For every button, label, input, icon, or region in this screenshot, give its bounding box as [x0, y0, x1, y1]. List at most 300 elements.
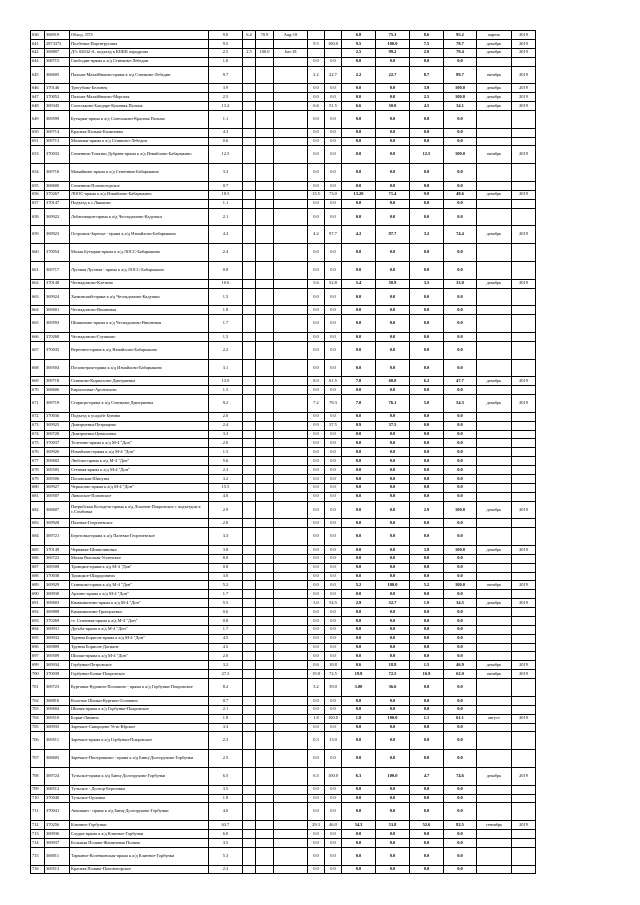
table-cell: 369507 — [45, 492, 70, 501]
table-cell: Лившское-Поповское — [70, 492, 209, 501]
table-cell: 2019 — [512, 84, 536, 93]
table-cell: 0.0 — [444, 359, 477, 377]
table-cell — [243, 572, 256, 581]
table-cell: 13.0 — [325, 732, 342, 750]
table-cell: 2.3 — [209, 732, 243, 750]
table-cell: Стинково-Кириллово-Дмитриевка — [70, 377, 209, 386]
table-cell: Красная Поляна-Поповоторское — [70, 865, 209, 874]
table-cell: 0.0 — [308, 625, 325, 634]
table-cell — [512, 359, 536, 377]
table-cell: декабрь — [477, 377, 512, 386]
table-cell: 27.3 — [209, 670, 243, 679]
table-cell — [256, 377, 274, 386]
table-cell — [243, 483, 256, 492]
table-cell: 703 — [31, 705, 45, 714]
table-cell: 0.0 — [410, 483, 444, 492]
table-cell: 0.0 — [342, 199, 376, 208]
table-cell — [243, 590, 256, 599]
table-cell: Луговая Луговая - пряма к а/д ЛОСС-Бабарыкино — [70, 261, 209, 279]
table-cell: 3.0 — [209, 572, 243, 581]
table-cell — [243, 696, 256, 705]
table-cell: 0.0 — [410, 110, 444, 128]
table-cell — [512, 652, 536, 661]
table-cell: 0.0 — [444, 723, 477, 732]
table-cell — [256, 563, 274, 572]
table-row — [31, 705, 536, 714]
table-cell: 4.2 — [342, 226, 376, 244]
table-cell: Поповская-Шипуны — [70, 474, 209, 483]
table-cell: 0.0 — [410, 865, 444, 874]
table-cell: 370039 — [45, 670, 70, 679]
table-cell: 6.0 — [209, 830, 243, 839]
table-cell: 0.0 — [308, 57, 325, 66]
table-cell — [512, 572, 536, 581]
table-cell — [477, 57, 512, 66]
table-row — [31, 102, 536, 111]
table-cell: декабрь — [477, 102, 512, 111]
table-cell — [256, 545, 274, 554]
table-cell: 0.0 — [308, 572, 325, 581]
table-cell — [256, 599, 274, 608]
table-cell — [274, 66, 308, 84]
table-cell: 0.0 — [410, 652, 444, 661]
table-cell: 0.0 — [308, 643, 325, 652]
table-cell: 4.7 — [410, 767, 444, 785]
table-cell: 696 — [31, 643, 45, 652]
table-cell: 0.0 — [444, 830, 477, 839]
table-cell — [256, 199, 274, 208]
table-cell: 0.0 — [410, 421, 444, 430]
table-cell: 0.0 — [325, 110, 342, 128]
table-cell — [512, 306, 536, 315]
table-cell: 368811 — [45, 847, 70, 865]
table-cell — [243, 732, 256, 750]
table-cell: 0.0 — [376, 208, 410, 226]
table-cell: 369504 — [45, 359, 70, 377]
table-cell — [256, 190, 274, 199]
table-cell — [274, 750, 308, 768]
table-cell: 369932 — [45, 634, 70, 643]
table-cell: 8.2 — [209, 679, 243, 697]
table-cell: 75.3 — [376, 31, 410, 40]
table-cell: 0.0 — [410, 634, 444, 643]
table-cell: 100.0 — [325, 767, 342, 785]
table-cell: 0.0 — [325, 501, 342, 519]
table-cell: 0.0 — [308, 93, 325, 102]
table-cell: 0.0 — [376, 794, 410, 803]
table-cell — [512, 794, 536, 803]
table-cell — [477, 847, 512, 865]
table-cell: 70.9 — [256, 31, 274, 40]
table-cell — [243, 803, 256, 821]
table-cell: 12.5 — [410, 146, 444, 164]
table-cell: 0.0 — [444, 616, 477, 625]
table-cell — [274, 199, 308, 208]
table-cell: 0.0 — [410, 474, 444, 483]
table-cell: 0.0 — [342, 838, 376, 847]
table-row — [31, 93, 536, 102]
table-cell — [243, 625, 256, 634]
table-cell: 368605 — [45, 66, 70, 84]
table-cell: 0.0 — [376, 412, 410, 421]
table-cell — [477, 643, 512, 652]
table-cell — [477, 625, 512, 634]
table-cell: 100.0 — [444, 501, 477, 519]
table-cell — [477, 652, 512, 661]
table-cell: 0.0 — [376, 474, 410, 483]
table-cell: 0.0 — [444, 838, 477, 847]
table-cell — [243, 448, 256, 457]
table-cell — [243, 226, 256, 244]
table-cell: 2019 — [512, 146, 536, 164]
table-row — [31, 723, 536, 732]
table-cell — [256, 616, 274, 625]
table-cell: 0.0 — [342, 794, 376, 803]
table-cell: 2019 — [512, 670, 536, 679]
table-cell: 369937 — [45, 838, 70, 847]
table-cell: 2019 — [512, 66, 536, 84]
table-cell: 641 — [31, 39, 45, 48]
table-cell: декабрь — [477, 190, 512, 199]
table-cell — [243, 599, 256, 608]
table-cell: 0.0 — [410, 261, 444, 279]
table-cell: Поповотрия-пряма к а/д Измайлово-Бабарыкино — [70, 359, 209, 377]
table-cell: 369601 — [45, 306, 70, 315]
table-row — [31, 847, 536, 865]
table-cell: декабрь — [477, 545, 512, 554]
table-cell: 63.7 — [209, 821, 243, 830]
table-cell: 714 — [31, 838, 45, 847]
table-cell — [243, 838, 256, 847]
table-cell: 2.5 — [410, 93, 444, 102]
table-cell — [274, 608, 308, 617]
table-cell: 666 — [31, 332, 45, 341]
table-cell — [256, 634, 274, 643]
table-cell: 2019 — [512, 767, 536, 785]
table-cell — [256, 421, 274, 430]
table-cell — [256, 102, 274, 111]
table-cell: декабрь — [477, 48, 512, 57]
table-cell: 0.0 — [376, 616, 410, 625]
table-cell — [512, 457, 536, 466]
table-cell: 0.0 — [342, 572, 376, 581]
table-cell — [256, 466, 274, 475]
table-cell: Горбунки-Петровское — [70, 661, 209, 670]
table-cell: 1.0 — [209, 57, 243, 66]
table-cell — [256, 572, 274, 581]
table-cell — [256, 359, 274, 377]
table-cell: 1.8 — [342, 714, 376, 723]
table-cell: 53.8 — [376, 821, 410, 830]
table-cell: 369508 — [45, 563, 70, 572]
table-cell: 0.0 — [444, 483, 477, 492]
table-cell: 0.0 — [410, 288, 444, 306]
table-cell: Чеснадомово-Клетино — [70, 279, 209, 288]
table-cell: ст. Становая-пряма к а/д М-4 "Дон" — [70, 616, 209, 625]
table-cell: декабрь — [477, 599, 512, 608]
table-cell: Малинки-пряма к а/д Стинково-Лебедин — [70, 137, 209, 146]
table-cell — [274, 448, 308, 457]
table-cell — [512, 705, 536, 714]
table-cell: Свободин-пряма к а/д Стинково-Лебедин — [70, 57, 209, 66]
table-cell — [274, 483, 308, 492]
table-cell: 6.5 — [209, 767, 243, 785]
table-cell — [256, 838, 274, 847]
table-cell: 0.0 — [376, 865, 410, 874]
table-cell: 0.0 — [410, 838, 444, 847]
table-cell: 74.4 — [444, 226, 477, 244]
table-cell: 100.0 — [444, 93, 477, 102]
table-cell: 0.0 — [342, 448, 376, 457]
table-cell: 100.0 — [376, 39, 410, 48]
table-cell — [512, 439, 536, 448]
table-cell — [243, 670, 256, 679]
table-cell — [512, 634, 536, 643]
table-cell — [256, 261, 274, 279]
table-cell: 0.0 — [444, 643, 477, 652]
table-row — [31, 714, 536, 723]
table-cell: Кимжавитино-Григорьевка — [70, 608, 209, 617]
table-row — [31, 838, 536, 847]
table-cell: 369925 — [45, 421, 70, 430]
table-cell: 636 — [31, 31, 45, 40]
table-cell: 0.0 — [308, 315, 325, 333]
table-cell: 369345 — [45, 102, 70, 111]
table-cell: 0.0 — [342, 732, 376, 750]
table-cell: 369602 — [45, 457, 70, 466]
table-cell: Чеснадомово-Глушково — [70, 332, 209, 341]
table-cell — [477, 723, 512, 732]
table-cell — [256, 137, 274, 146]
table-cell: 0.0 — [325, 830, 342, 839]
table-cell — [274, 661, 308, 670]
table-cell: 5.2 — [410, 581, 444, 590]
table-cell: 46.9 — [444, 661, 477, 670]
table-row — [31, 66, 536, 84]
table-cell: 0.0 — [308, 545, 325, 554]
table-cell: 0.0 — [325, 57, 342, 66]
table-cell — [274, 519, 308, 528]
table-cell — [274, 528, 308, 546]
table-cell: 4.5 — [209, 643, 243, 652]
table-cell — [243, 430, 256, 439]
table-cell: 1.5 — [209, 288, 243, 306]
table-cell: 13.5 — [308, 190, 325, 199]
table-cell: 0.0 — [444, 563, 477, 572]
table-cell: 2.9 — [342, 599, 376, 608]
table-cell: 5.5 — [209, 599, 243, 608]
table-cell: 686 — [31, 554, 45, 563]
table-cell: Троицкое-Шидоровичи — [70, 572, 209, 581]
table-cell — [477, 590, 512, 599]
table-cell: 0.0 — [325, 528, 342, 546]
table-cell — [243, 545, 256, 554]
table-cell: декабрь — [477, 395, 512, 413]
table-cell: 39.0 — [325, 679, 342, 697]
table-row — [31, 226, 536, 244]
table-cell: Тарпанье-Коленковская-пряма к а/д Клинное-Горбунки — [70, 847, 209, 865]
table-cell — [477, 421, 512, 430]
table-cell: 0.0 — [342, 705, 376, 714]
table-cell — [274, 421, 308, 430]
table-cell: 0.0 — [325, 146, 342, 164]
table-cell — [477, 492, 512, 501]
table-cell: 0.0 — [410, 448, 444, 457]
table-cell: 0.0 — [410, 341, 444, 359]
table-row — [31, 492, 536, 501]
table-row — [31, 31, 536, 40]
table-cell: 3.2 — [308, 679, 325, 697]
table-cell: 668 — [31, 359, 45, 377]
table-cell — [243, 474, 256, 483]
table-cell: 0.0 — [376, 723, 410, 732]
table-cell: 1.7 — [209, 315, 243, 333]
table-row — [31, 439, 536, 448]
table-cell: 647 — [31, 93, 45, 102]
table-cell: 369719 — [45, 395, 70, 413]
table-cell: 2.1 — [209, 705, 243, 714]
table-cell: 0.0 — [444, 608, 477, 617]
table-cell: 368807 — [45, 48, 70, 57]
table-cell: 0.0 — [376, 838, 410, 847]
table-cell: 0.0 — [325, 572, 342, 581]
table-cell — [243, 412, 256, 421]
table-cell — [256, 288, 274, 306]
table-cell: 706 — [31, 732, 45, 750]
table-cell: декабрь — [477, 661, 512, 670]
table-cell: Борки-Лимина — [70, 714, 209, 723]
table-cell — [274, 590, 308, 599]
table-cell: 2019 — [512, 279, 536, 288]
table-cell: 0.0 — [325, 137, 342, 146]
table-cell: 0.0 — [376, 803, 410, 821]
table-cell: 0.6 — [209, 608, 243, 617]
table-cell — [512, 332, 536, 341]
table-cell: 13.2 — [209, 102, 243, 111]
table-cell: 50.0 — [376, 102, 410, 111]
table-cell — [243, 830, 256, 839]
table-cell: 0.0 — [410, 830, 444, 839]
table-row — [31, 412, 536, 421]
table-cell: Анашкин - пряма к а/д Бинц-Долгоруково-Горбунки — [70, 803, 209, 821]
table-cell: 5.0 — [410, 395, 444, 413]
table-cell: 0.0 — [342, 57, 376, 66]
table-cell: 2.4 — [209, 421, 243, 430]
table-cell: 664 — [31, 306, 45, 315]
table-cell — [512, 466, 536, 475]
table-cell: 5.3 — [209, 847, 243, 865]
table-cell — [477, 430, 512, 439]
table-cell: 0.0 — [325, 84, 342, 93]
table-cell: 0.0 — [444, 590, 477, 599]
table-cell — [243, 146, 256, 164]
table-cell — [256, 474, 274, 483]
table-row — [31, 315, 536, 333]
table-cell: 0.0 — [342, 288, 376, 306]
table-cell: 0.0 — [444, 794, 477, 803]
table-cell: 0.0 — [444, 439, 477, 448]
table-cell — [512, 554, 536, 563]
table-cell: 0.0 — [444, 164, 477, 182]
table-cell: 18.5 — [209, 190, 243, 199]
table-cell: 3.3 — [209, 164, 243, 182]
table-cell — [243, 190, 256, 199]
table-cell — [512, 625, 536, 634]
table-cell: 0.0 — [325, 865, 342, 874]
table-row — [31, 732, 536, 750]
table-row — [31, 519, 536, 528]
table-cell: 0.0 — [342, 803, 376, 821]
table-cell — [243, 608, 256, 617]
table-cell: 0.0 — [325, 208, 342, 226]
table-cell: 5.2 — [342, 581, 376, 590]
table-cell: 0.0 — [308, 466, 325, 475]
table-cell: 642 — [31, 48, 45, 57]
table-cell: 0.0 — [376, 830, 410, 839]
table-cell: 661 — [31, 261, 45, 279]
table-cell: 0.0 — [410, 590, 444, 599]
table-row — [31, 670, 536, 679]
table-cell — [274, 190, 308, 199]
table-cell — [274, 395, 308, 413]
table-cell — [243, 652, 256, 661]
table-cell: 0.0 — [410, 466, 444, 475]
table-cell: 0.0 — [376, 705, 410, 714]
table-cell: 0.0 — [325, 838, 342, 847]
table-cell: 0.0 — [444, 332, 477, 341]
table-cell: 0.0 — [308, 847, 325, 865]
table-row — [31, 386, 536, 395]
table-cell: 0.0 — [444, 466, 477, 475]
table-cell — [512, 128, 536, 137]
table-cell: 0.0 — [342, 616, 376, 625]
table-cell: 100.0 — [444, 581, 477, 590]
table-cell — [243, 395, 256, 413]
table-cell — [274, 838, 308, 847]
table-cell: 100.0 — [376, 714, 410, 723]
table-cell: 0.0 — [410, 705, 444, 714]
table-cell: 1.5 — [209, 332, 243, 341]
table-cell: 0.0 — [410, 803, 444, 821]
table-cell: 0.0 — [308, 652, 325, 661]
table-cell: 0.0 — [342, 261, 376, 279]
table-row — [31, 652, 536, 661]
table-cell: Трегубово-Белинец — [70, 84, 209, 93]
table-cell: 8.0 — [308, 377, 325, 386]
table-cell — [243, 714, 256, 723]
table-cell: 0.6 — [342, 661, 376, 670]
table-cell — [477, 359, 512, 377]
table-cell — [325, 31, 342, 40]
table-cell: 9.0 — [410, 190, 444, 199]
table-cell: Бутырки-пряма к а/д Сопельково-Красная Пальма — [70, 110, 209, 128]
table-cell: 369713 — [45, 137, 70, 146]
table-cell: 0.0 — [444, 181, 477, 190]
table-cell: 0.0 — [410, 528, 444, 546]
table-cell: 2.0 — [209, 652, 243, 661]
table-cell: 656 — [31, 190, 45, 199]
table-cell: 369511 — [45, 732, 70, 750]
table-cell — [256, 830, 274, 839]
table-cell — [477, 865, 512, 874]
table-cell — [477, 137, 512, 146]
table-cell — [477, 412, 512, 421]
table-cell — [256, 794, 274, 803]
table-cell: 3.00 — [342, 679, 376, 697]
table-cell: 0.0 — [410, 679, 444, 697]
table-cell — [243, 421, 256, 430]
table-cell: 369926 — [45, 448, 70, 457]
